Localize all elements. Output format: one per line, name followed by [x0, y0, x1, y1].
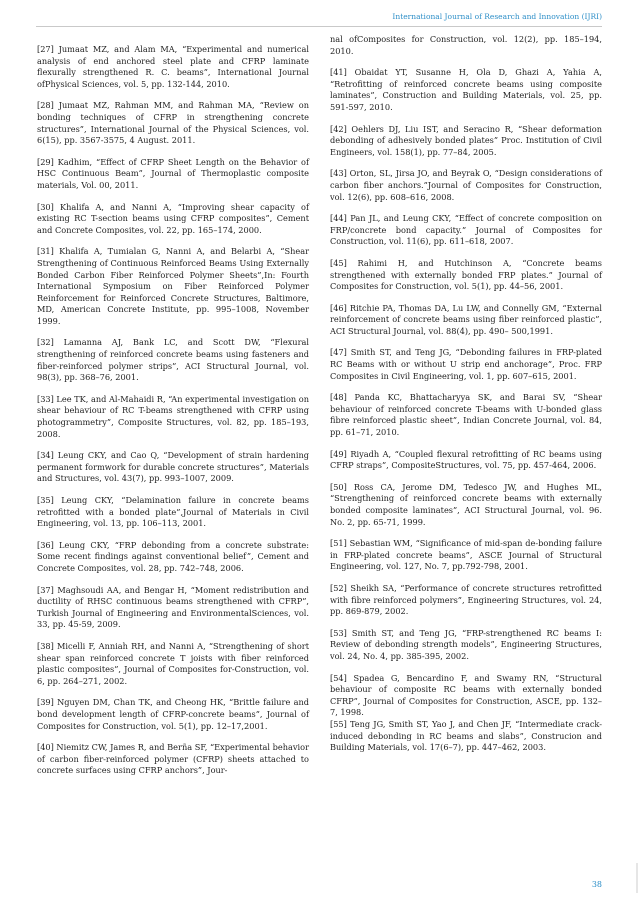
right-column [330, 34, 602, 764]
reference-34: [34] Leung CKY, and Cao Q, “Development of strain hardening permanent formwork for durable concrete structures”, Materials and Structures, vol. 43(7), pp. 993–1007, 2009. [37, 450, 309, 484]
page-number: 38 [591, 880, 602, 889]
reference-38: [38] Micelli F, Anniah RH, and Nanni A, “Strengthening of short shear span reinforced concrete T joists with fiber reinforced plastic composites”, Journal of Composites for-Construction, vol. 6, pp. 264–271, 2002. [37, 640, 309, 686]
journal-header: International Journal of Research and Innovation (IJRI) [392, 12, 602, 21]
reference-39: [39] Nguyen DM, Chan TK, and Cheong HK, “Brittle failure and bond development length of CFRP-concrete beams”, Journal of Composites for Construction, vol. 5(1), pp. 12–17,2001. [37, 697, 309, 731]
reference-54: [54] Spadea G, Bencardino F, and Swamy RN, “Structural behaviour of composite RC beams with externally bonded CFRP”, Journal of Composites for Construction, ASCE, pp. 132– 7, 1998. [330, 672, 602, 718]
reference-41: [41] Obaidat YT, Susanne H, Ola D, Ghazi A, Yahia A, “Retrofitting of reinforced concrete beams using composite laminates”, Construction and Building Materials, vol. 25, pp. 591-597, 2010. [330, 67, 602, 112]
reference-40-continued: nal ofComposites for Construction, vol. 12(2), pp. 185–194, 2010. [330, 34, 602, 56]
reference-43: [43] Orton, SL, Jirsa JO, and Beyrak O, “Design considerations of carbon fiber anchors.”Journal of Composites for Construction, vol. 12(6), pp. 608–616, 2008. [330, 168, 602, 202]
reference-53: [53] Smith ST, and Teng JG, “FRP-strengthened RC beams I: Review of debonding strength models”, Engineering Structures, vol. 24, No. 4, pp. 385-395, 2002. [330, 627, 602, 661]
reference-27: [27] Jumaat MZ, and Alam MA, “Experimental and numerical analysis of end anchored steel plate and CFRP laminate flexurally strengthened R. C. beams”, International Journal ofPhysical Sciences, vol. 5, pp. 132-144, 2010. [37, 44, 309, 89]
reference-32: [32] Lamanna AJ, Bank LC, and Scott DW, “Flexural strengthening of reinforced concrete beams using fasteners and fiber-reinforced polymer strips”, ACI Structural Journal, vol. 98(3), pp. 368–76, 2001. [37, 337, 309, 383]
reference-52: [52] Sheikh SA, “Performance of concrete structures retrofitted with fibre reinforced polymers”, Engineering Structures, vol. 24, pp. 869-879, 2002. [330, 582, 602, 617]
reference-49: [49] Riyadh A, “Coupled flexural retrofitting of RC beams using CFRP straps”, CompositeStructures, vol. 75, pp. 457-464, 2006. [330, 448, 602, 471]
reference-36: [36] Leung CKY, “FRP debonding from a concrete substrate: Some recent findings against conventional belief”, Cement and Concrete Composites, vol. 28, pp. 742–748, 2006. [37, 539, 309, 573]
left-column [37, 44, 309, 787]
reference-45: [45] Rahimi H, and Hutchinson A, “Concrete beams strengthened with externally bonded FRP plates.” Journal of Composites for Construction, vol. 5(1), pp. 44–56, 2001. [330, 257, 602, 292]
reference-31: [31] Khalifa A, Tumialan G, Nanni A, and Belarbi A, “Shear Strengthening of Continuous Reinforced Beams Using Externally Bonded Carbon Fiber Reinforced Polymer Sheets”,In: Fourth International Symposium on Fiber Reinforced Polymer Reinforcement for Reinforced Concrete Structures, Baltimore, MD, American Concrete Institute, pp. 995–1008, November 1999. [37, 246, 309, 326]
reference-30: [30] Khalifa A, and Nanni A, “Improving shear capacity of existing RC T-section beams using CFRP composites”, Cement and Concrete Composites, vol. 22, pp. 165–174, 2000. [37, 201, 309, 235]
reference-44: [44] Pan JL, and Leung CKY, “Effect of concrete composition on FRP/concrete bond capacity.” Journal of Composites for Construction, vol. 11(6), pp. 611–618, 2007. [330, 213, 602, 247]
reference-48: [48] Panda KC, Bhattacharyya SK, and Barai SV, “Shear behaviour of reinforced concrete T-beams with U-bonded glass fibre reinforced plastic sheet”, Indian Concrete Journal, vol. 84, pp. 61–71, 2010. [330, 392, 602, 438]
reference-46: [46] Ritchie PA, Thomas DA, Lu LW, and Connelly GM, “External reinforcement of concrete beams using fiber reinforced plastic”, ACI Structural Journal, vol. 88(4), pp. 490– 500,1991. [330, 302, 602, 336]
reference-50: [50] Ross CA, Jerome DM, Tedesco JW, and Hughes ML, “Strengthening of reinforced concrete beams with externally bonded composite laminates”, ACI Structural Journal, vol. 96. No. 2, pp. 65-71, 1999. [330, 481, 602, 527]
reference-29: [29] Kadhim, “Effect of CFRP Sheet Length on the Behavior of HSC Continuous Beam”, Journal of Thermoplastic composite materials, Vol. 00, 2011. [37, 156, 309, 190]
reference-55: [55] Teng JG, Smith ST, Yao J, and Chen JF, “Intermediate crack-induced debonding in RC beams and slabs”, Construcion and Building Materials, vol. 17(6–7), pp. 447–462, 2003. [330, 718, 602, 753]
reference-35: [35] Leung CKY, “Delamination failure in concrete beams retrofitted with a bonded plate”,Journal of Materials in Civil Engineering, vol. 13, pp. 106–113, 2001. [37, 495, 309, 529]
header-divider [36, 26, 602, 27]
reference-33: [33] Lee TK, and Al-Mahaidi R, “An experimental investigation on shear behaviour of RC T-beams strengthened with CFRP using photogrammetry”, Composite Structures, vol. 82, pp. 185–193, 2008. [37, 393, 309, 439]
reference-51: [51] Sebastian WM, “Significance of mid-span de-bonding failure in FRP-plated concrete beams”, ASCE Journal of Structural Engineering, vol. 127, No. 7, pp.792-798, 2001. [330, 538, 602, 572]
reference-40: [40] Niemitz CW, James R, and Berña SF, “Experimental behavior of carbon fiber-reinforced polymer (CFRP) sheets attached to concrete surfaces using CFRP anchors”, Jour- [37, 742, 309, 776]
reference-42: [42] Oehlers DJ, Liu IST, and Seracino R, “Shear deformation debonding of adhesively bonded plates” Proc. Institution of Civil Engineers, vol. 158(1), pp. 77–84, 2005. [330, 123, 602, 157]
reference-28: [28] Jumaat MZ, Rahman MM, and Rahman MA, “Review on bonding techniques of CFRP in strengthening concrete structures”, International Journal of the Physical Sciences, vol. 6(15), pp. 3567-3575, 4 August. 2011. [37, 100, 309, 146]
reference-47: [47] Smith ST, and Teng JG, “Debonding failures in FRP-plated RC Beams with or without U strip end anchorage”, Proc. FRP Composites in Civil Engineering, vol. 1, pp. 607–615, 2001. [330, 347, 602, 381]
reference-37: [37] Maghsoudi AA, and Bengar H, “Moment redistribution and ductility of RHSC continuous beams strengthened with CFRP”, Turkish Journal of Engineering and EnvironmentalSciences, vol. 33, pp. 45-59, 2009. [37, 584, 309, 630]
